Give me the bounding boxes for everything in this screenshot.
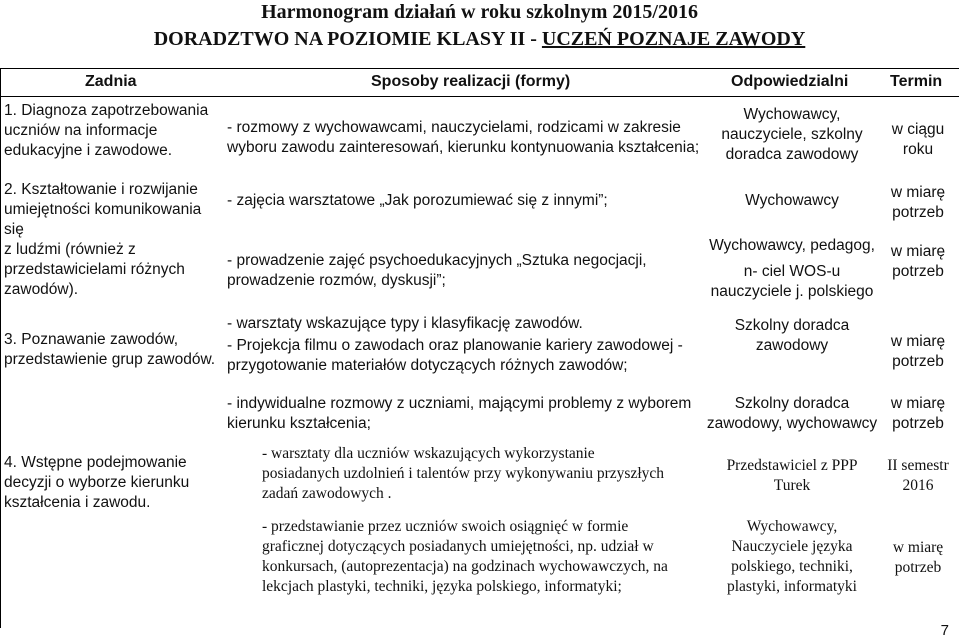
header-odpowiedzialni: Odpowiedzialni xyxy=(731,73,849,90)
row2-responsible-a: Wychowawcy xyxy=(745,192,839,209)
row3-responsible-b: Szkolny doradca zawodowy, wychowawcy xyxy=(706,395,878,432)
row3-responsible-a: Szkolny doradca zawodowy xyxy=(734,317,850,354)
row1-term: w ciągu roku xyxy=(891,121,945,158)
header-bottom-border xyxy=(0,96,959,97)
row3-method-a: - warsztaty wskazujące typy i klasyfikację zawodów. - Projekcja filmu o zawodach oraz planowanie kariery zawodowej - przygotowanie materiałów dotyczących różnych zawodów; xyxy=(227,315,683,374)
row4-term-b: w miarę potrzeb xyxy=(892,539,944,576)
row2-method-a: - zajęcia warsztatowe „Jak porozumiewać się z innymi”; xyxy=(227,192,608,209)
page-number: 7 xyxy=(940,622,949,639)
row4-responsible-b: Wychowawcy, Nauczyciele języka polskiego, techniki, plastyki, informatyki xyxy=(726,518,857,595)
table-left-border xyxy=(0,68,1,628)
header-sposoby: Sposoby realizacji (formy) xyxy=(371,73,571,90)
row3-term-b: w miarę potrzeb xyxy=(890,395,946,432)
header-termin: Termin xyxy=(890,73,943,90)
row2-task: 2. Kształtowanie i rozwijanie umiejętności komunikowania się z ludźmi (również z przedstawicielami różnych zawodów). xyxy=(4,181,202,298)
row4-method-b: - przedstawianie przez uczniów swoich osiągnięć w formie graficznej dotyczących posiadanych umiejętności, np. udział w konkursach, (autoprezentacja) na godzinach wychowawczych, na lekcjach plastyki, techniki, języka polskiego, informatyki; xyxy=(262,518,668,595)
row2-responsible-b: Wychowawcy, pedagog, n- ciel WOS-u nauczyciele j. polskiego xyxy=(709,237,875,300)
row4-method-a: - warsztaty dla uczniów wskazujących wykorzystanie posiadanych uzdolnień i talentów przy wykonywaniu przyszłych zadań zawodowych . xyxy=(262,445,665,502)
row4-term-a: II semestr 2016 xyxy=(887,457,949,494)
row3-method-b: - indywidualne rozmowy z uczniami, mającymi problemy z wyborem kierunku kształcenia; xyxy=(227,395,692,432)
document-subtitle xyxy=(0,27,959,51)
header-zadnia: Zadnia xyxy=(85,73,137,90)
row1-responsible: Wychowawcy, nauczyciele, szkolny doradca zawodowy xyxy=(721,106,863,163)
subtitle-underlined: UCZEŃ POZNAJE ZAWODY xyxy=(541,28,806,50)
row2-term-a: w miarę potrzeb xyxy=(890,184,946,221)
row2-method-b: - prowadzenie zajęć psychoedukacyjnych „Sztuka negocjacji, prowadzenie rozmów, dyskusji”; xyxy=(227,252,647,289)
row4-responsible-a: Przedstawiciel z PPP Turek xyxy=(726,457,858,494)
row2-term-b: w miarę potrzeb xyxy=(890,243,946,280)
row1-task: 1. Diagnoza zapotrzebowania uczniów na informacje edukacyjne i zawodowe. xyxy=(4,102,209,159)
row4-task: 4. Wstępne podejmowanie decyzji o wyborze kierunku kształcenia i zawodu. xyxy=(4,454,190,511)
table-top-border xyxy=(0,68,959,69)
row1-method: - rozmowy z wychowawcami, nauczycielami, rodzicami w zakresie wyboru zawodu zainteresowań, kierunku kontynuowania kształcenia; xyxy=(227,119,700,156)
subtitle-prefix: DORADZTWO NA POZIOMIE KLASY II - xyxy=(153,28,542,50)
row3-term-a: w miarę potrzeb xyxy=(890,333,946,370)
row3-task: 3. Poznawanie zawodów, przedstawienie grup zawodów. xyxy=(4,331,216,368)
document-title: Harmonogram działań w roku szkolnym 2015/2016 xyxy=(261,1,698,23)
